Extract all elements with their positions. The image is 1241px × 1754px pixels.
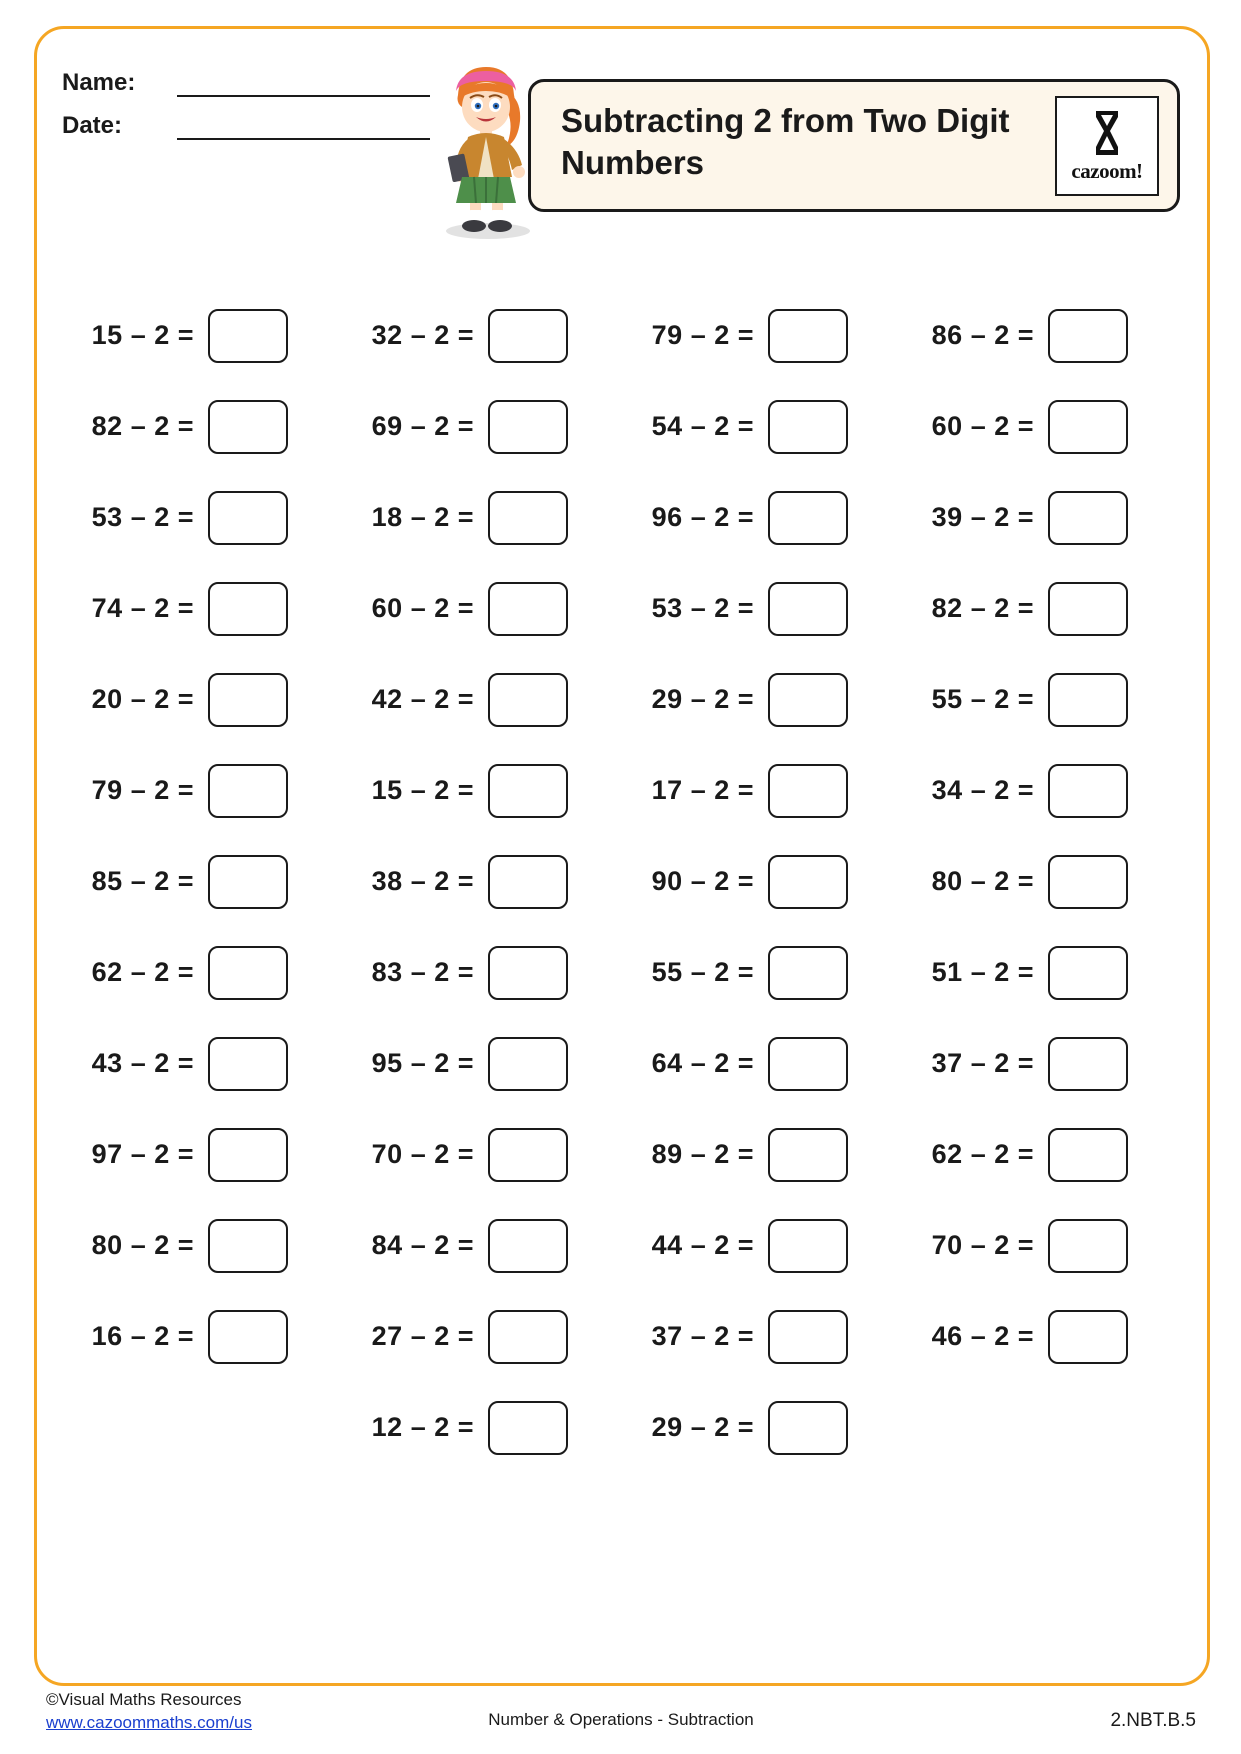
answer-box[interactable] [1048,491,1128,545]
question-item [342,745,622,836]
answer-box[interactable] [488,1037,568,1091]
question-item [62,1291,342,1382]
question-expression: 15 – 2 = [91,320,194,350]
answer-box[interactable] [488,855,568,909]
question-expression: 55 – 2 = [931,684,1034,714]
answer-box[interactable] [768,1310,848,1364]
question-expression: 12 – 2 = [371,1412,474,1442]
answer-box[interactable] [768,582,848,636]
answer-box[interactable] [208,400,288,454]
answer-box[interactable] [768,855,848,909]
answer-box[interactable] [768,1219,848,1273]
worksheet-title: Subtracting 2 from Two Digit Numbers [561,102,1010,182]
answer-box[interactable] [768,764,848,818]
question-item [902,1018,1182,1109]
question-expression: 15 – 2 = [371,775,474,805]
question-item [62,1109,342,1200]
name-label: Name: [62,69,136,96]
answer-box[interactable] [208,673,288,727]
question-item [622,472,902,563]
answer-box[interactable] [208,855,288,909]
question-item [62,654,342,745]
question-item [902,836,1182,927]
footer-standard-code: 2.NBT.B.5 [1110,1710,1196,1731]
answer-box[interactable] [768,309,848,363]
page-footer [46,1690,1196,1740]
answer-box[interactable] [488,582,568,636]
question-item [622,381,902,472]
question-item [62,1018,342,1109]
name-input-line[interactable] [177,73,430,97]
answer-box[interactable] [208,309,288,363]
answer-box[interactable] [768,491,848,545]
answer-box[interactable] [208,1310,288,1364]
answer-box[interactable] [1048,1310,1128,1364]
answer-box[interactable] [1048,855,1128,909]
question-expression: 82 – 2 = [931,593,1034,623]
question-expression: 96 – 2 = [651,502,754,532]
question-expression: 38 – 2 = [371,866,474,896]
answer-box[interactable] [488,400,568,454]
question-expression: 84 – 2 = [371,1230,474,1260]
answer-box[interactable] [208,491,288,545]
question-expression: 79 – 2 = [91,775,194,805]
question-row [62,563,1182,654]
question-expression: 37 – 2 = [651,1321,754,1351]
question-expression: 44 – 2 = [651,1230,754,1260]
question-item [622,1382,902,1473]
question-row [62,1109,1182,1200]
question-expression: 69 – 2 = [371,411,474,441]
date-field-row [62,112,430,140]
hourglass-icon [1092,109,1122,157]
question-item [622,654,902,745]
answer-box[interactable] [488,1128,568,1182]
question-expression: 51 – 2 = [931,957,1034,987]
answer-box[interactable] [488,1219,568,1273]
question-expression: 89 – 2 = [651,1139,754,1169]
cazoom-logo [1055,96,1159,196]
question-row [62,1200,1182,1291]
logo-wordmark: cazoom! [1071,158,1143,183]
question-expression: 97 – 2 = [91,1139,194,1169]
answer-box[interactable] [768,1401,848,1455]
question-item [62,836,342,927]
question-item [342,1291,622,1382]
question-expression: 80 – 2 = [931,866,1034,896]
question-expression: 42 – 2 = [371,684,474,714]
questions-grid [62,290,1182,1473]
question-expression: 39 – 2 = [931,502,1034,532]
question-item [62,472,342,563]
question-item [342,472,622,563]
question-item [342,836,622,927]
footer-subject: Number & Operations - Subtraction [488,1710,754,1729]
question-item [622,1018,902,1109]
question-item [902,472,1182,563]
question-expression: 27 – 2 = [371,1321,474,1351]
answer-box[interactable] [768,673,848,727]
question-expression: 74 – 2 = [91,593,194,623]
question-item [902,563,1182,654]
question-expression: 80 – 2 = [91,1230,194,1260]
date-label: Date: [62,112,123,139]
question-item [902,745,1182,836]
question-expression: 18 – 2 = [371,502,474,532]
answer-box[interactable] [208,764,288,818]
question-item [902,290,1182,381]
answer-box[interactable] [1048,946,1128,1000]
question-row [62,1291,1182,1382]
question-row [62,927,1182,1018]
question-row [62,654,1182,745]
question-item [622,563,902,654]
question-item [342,1200,622,1291]
question-item [622,290,902,381]
question-expression: 95 – 2 = [371,1048,474,1078]
question-row [62,290,1182,381]
question-item [62,381,342,472]
answer-box[interactable] [208,946,288,1000]
question-item [62,927,342,1018]
question-item [902,654,1182,745]
question-item [62,745,342,836]
question-expression: 29 – 2 = [651,1412,754,1442]
question-expression: 37 – 2 = [931,1048,1034,1078]
answer-box[interactable] [488,309,568,363]
question-row [62,836,1182,927]
question-item [342,290,622,381]
answer-box[interactable] [488,1401,568,1455]
answer-box[interactable] [208,1219,288,1273]
date-input-line[interactable] [177,116,430,140]
question-expression: 60 – 2 = [931,411,1034,441]
question-expression: 53 – 2 = [651,593,754,623]
question-expression: 82 – 2 = [91,411,194,441]
answer-box[interactable] [1048,1037,1128,1091]
question-expression: 55 – 2 = [651,957,754,987]
question-expression: 20 – 2 = [91,684,194,714]
question-item [342,381,622,472]
question-expression: 46 – 2 = [931,1321,1034,1351]
question-expression: 64 – 2 = [651,1048,754,1078]
answer-box[interactable] [208,1037,288,1091]
answer-box[interactable] [488,1310,568,1364]
question-row [62,745,1182,836]
question-row [62,1018,1182,1109]
answer-box[interactable] [488,673,568,727]
worksheet-header [62,55,1182,230]
question-expression: 32 – 2 = [371,320,474,350]
question-row [62,472,1182,563]
question-expression: 70 – 2 = [931,1230,1034,1260]
question-item [622,927,902,1018]
question-expression: 86 – 2 = [931,320,1034,350]
question-expression: 16 – 2 = [91,1321,194,1351]
website-link[interactable]: www.cazoommaths.com/us [46,1713,252,1732]
question-expression: 54 – 2 = [651,411,754,441]
question-expression: 79 – 2 = [651,320,754,350]
question-expression: 43 – 2 = [91,1048,194,1078]
answer-box[interactable] [768,946,848,1000]
answer-box[interactable] [488,946,568,1000]
question-expression: 60 – 2 = [371,593,474,623]
question-item [902,927,1182,1018]
question-item [902,1200,1182,1291]
question-item [622,836,902,927]
question-expression: 62 – 2 = [91,957,194,987]
answer-box[interactable] [768,1128,848,1182]
question-item [342,1382,622,1473]
name-field-row [62,69,430,97]
question-item [622,745,902,836]
answer-box[interactable] [768,400,848,454]
answer-box[interactable] [1048,1219,1128,1273]
title-box [528,79,1180,212]
question-item [902,381,1182,472]
question-expression: 29 – 2 = [651,684,754,714]
question-item [622,1291,902,1382]
question-item [342,927,622,1018]
question-item [902,1291,1182,1382]
answer-box[interactable] [1048,1128,1128,1182]
question-expression: 62 – 2 = [931,1139,1034,1169]
answer-box[interactable] [488,491,568,545]
answer-box[interactable] [1048,764,1128,818]
answer-box[interactable] [1048,309,1128,363]
answer-box[interactable] [208,1128,288,1182]
answer-box[interactable] [1048,400,1128,454]
answer-box[interactable] [1048,673,1128,727]
question-item [62,1200,342,1291]
question-expression: 83 – 2 = [371,957,474,987]
question-expression: 70 – 2 = [371,1139,474,1169]
question-item [342,654,622,745]
copyright-text: ©Visual Maths Resources [46,1690,242,1709]
question-item [342,563,622,654]
question-expression: 90 – 2 = [651,866,754,896]
question-expression: 53 – 2 = [91,502,194,532]
question-expression: 34 – 2 = [931,775,1034,805]
question-expression: 17 – 2 = [651,775,754,805]
answer-box[interactable] [208,582,288,636]
question-item [342,1018,622,1109]
question-row [62,1382,1182,1473]
question-item [342,1109,622,1200]
question-item [622,1200,902,1291]
question-item [62,563,342,654]
question-item [62,290,342,381]
question-item [902,1109,1182,1200]
answer-box[interactable] [1048,582,1128,636]
answer-box[interactable] [488,764,568,818]
answer-box[interactable] [768,1037,848,1091]
question-expression: 85 – 2 = [91,866,194,896]
question-row [62,381,1182,472]
question-item [622,1109,902,1200]
